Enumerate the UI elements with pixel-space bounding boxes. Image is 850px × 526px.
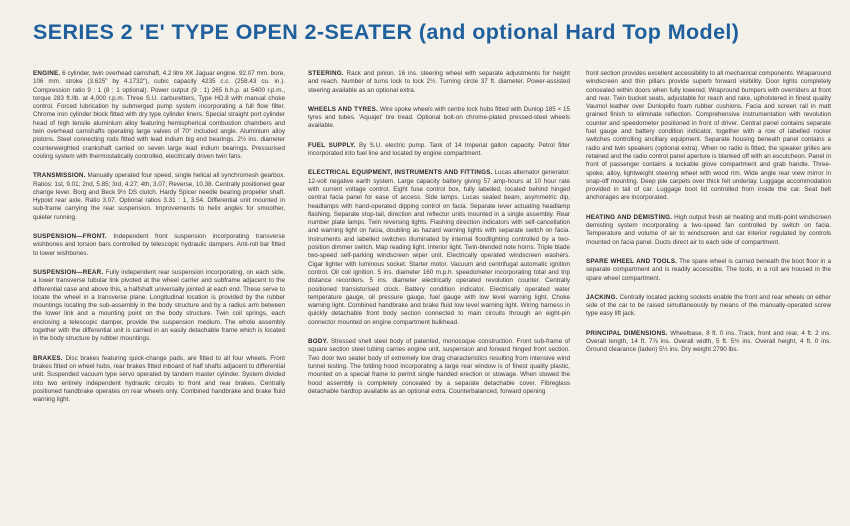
spec-heading: BODY. [308,338,329,346]
spec-text: 6 cylinder, twin overhead camshaft, 4.2 litre XK Jaguar engine. 92.07 mm. bore, 106 mm. stroke (3.625" by 4.1732"), cubic capacity 4235 c.c. (258.43 cu. in.). Compression ratio 9 : 1 (8 : 1 optional). Power output (9 : 1) 265 b.h.p. at 5400 r.p.m., torque 283 ft./lb. at 4,000 r.p.m. Three S.U. carburetters, Type HD.8 with manual choke control. Forced lubrication by submerged pump system incorporating a full flow filter. Chrome iron cylinder block fitted with dry type cylinder liners. Special straight port cylinder head of high tensile aluminium alloy featuring hemispherical combustion chambers and twin overhead camshafts operating large valves of 70° included angle. Aluminium alloy pistons. Steel connecting rods fitted with lead indium big end bearings. 2½ ins. diameter counterweighted crankshaft carried on seven large lead indium bearings. Pressurised cooling system with thermostatically controlled, electrically driven twin fans. [33,70,286,160]
spec-text: Centrally located jacking sockets enable the front and rear wheels on either side of the car to be raised simultaneously by means of the manually-operated screw type easy lift jack. [586,293,831,318]
spec-heading: STEERING. [308,70,344,77]
spec-column-2 [308,70,570,407]
spec-text: High output fresh air heating and multi-point windscreen demisting system incorporating a two-speed fan controlled by switch on facia. Temperature and volume of air to windscreen and car interior regulated by controls mounted on facia panel. Ducts direct air to each side of compartment. [586,213,831,246]
spec-brakes [33,355,285,405]
spec-text: Disc brakes featuring quick-change pads, are fitted to all four wheels. Front brakes fitted on wheel hubs, rear brakes fitted inboard of half shafts adjacent to differential unit. Suspended vacuum type servo operated by tandem master cylinder. System divided into two entirely independent hydraulic circuits to front and rear brakes. Centrally positioned handbrake operates on rear wheels only. Combined handbrake and brake fluid warning light. [33,354,285,404]
spec-text: Manually operated four speed, single helical all synchromesh gearbox. Ratios: 1st, 9.01; 2nd, 5.85; 3rd, 4.27; 4th, 3.07; Reverse, 10.38. Centrally positioned gear change lever. Borg and Beck 9½ DS clutch. Hardy Spicer needle bearing propeller shaft. Hypoid rear axle. Ratio 3.07. Optional ratios 3.31 : 1, 3.54. Differential unit mounted in sub-frame carrying the rear suspension. Improvements to helix angles for smoother, quieter running. [33,172,285,221]
spec-text: The spare wheel is carried beneath the boot floor in a separate compartment and is readily accessible. The tools, in a roll are housed in the spare wheel compartment. [586,257,831,282]
page-title: SERIES 2 'E' TYPE OPEN 2-SEATER (and optional Hard Top Model) [33,20,740,44]
spec-transmission [33,172,285,222]
spec-heading: HEATING AND DEMISTING. [586,213,673,221]
spec-column-1 [33,70,285,415]
spec-heading: SPARE WHEEL AND TOOLS. [586,257,678,265]
spec-text: Fully independent rear suspension incorporating, on each side, a lower transverse tubular link pivoted at the wheel carrier and subframe adjacent to the differential case and above this, a halfshaft universally jointed at each end. These serve to locate the wheel in a transverse plane. Longitudinal location is provided by the rubber mountings locating the sub-assembly in the body structure and by a radius arm between the lower link and a mounting point on the body structure. Twin coil springs, each enclosing a telescopic damper, provide the suspension medium. The whole assembly together with the differential unit is carried in an easily detachable frame which is located in the body structure by rubber mountings. [33,268,285,343]
spec-text: Wheelbase, 8 ft. 0 ins. Track, front and rear, 4 ft. 2 ins. Overall length, 14 ft. 7⅞ ins. Overall width, 5 ft. 5½ ins. Overall height, 4 ft. 0 ins. Ground clearance (laden) 5½ ins. Dry weight 2790 lbs. [586,329,832,354]
spec-dimensions [586,330,831,355]
spec-heading: PRINCIPAL DIMENSIONS. [586,329,668,337]
spec-heading: SUSPENSION—FRONT. [33,233,107,241]
spec-text: Lucas alternator generator. 12-volt negative earth system. Large capacity battery giving 57 amp-hours at 10 hour rate with current voltage control. Eight fuse control box, fully labelled, located behind hinged central facia panel for ease of access. Side lamps. Lucas sealed beam, asymmetric dip, headlamps with hand-operated dipping control on facia. Separate lever actuating headlamp flashing. Separate stop-tail, direction and reflector units mounted in a single assembly. Rear number plate lamps. Twin reversing lights. Flashing direction indicators with self-cancellation and warning light on facia, doubling as hazard warning lights with separate switch on facia. Instruments and labelled switches illuminated by internal floodlighting controlled by a two-position dimmer switch. Map reading light. Interior light. Twin-blended note horns. Triple blade two-speed self-parking windscreen wiper unit. Electrically operated windscreen washers. Cigar lighter with luminous socket. Starter motor. Vacuum and centrifugal automatic ignition control. Oil coil ignition. 5 ins. diameter 160 m.p.h. speedometer incorporating total and trip distance recorders. 5 ins. diameter electrically operated revolution counter. Centrally positioned transistorised clock. Battery condition indicator. Electrically operated water temperature gauge, oil pressure gauge, fuel gauge with low level warning light. Choke warning light. Combined handbrake and brake fluid low level warning light. Wiring harness in quickly detachable front body section connected to main circuits through an eight-pin connector mounted on engine compartment bulkhead. [308,169,571,326]
spec-heating-demisting [586,214,831,247]
spec-heading: BRAKES. [33,354,63,362]
spec-text: Stressed shell steel body of patented, monocoque construction. Front sub-frame of square section steel tubing carries engine unit, suspension and forward hinged front section. Two door two seater body of extremely low drag characteristics resulting from intensive wind tunnel testing. The folding hood incorporating a large rear window is of finest quality plastic, mounted on a special frame to permit single handed erection or stowage. When stowed the hood assembly is completely concealed by a separate detachable cover. Fibreglass detachable hardtop available as an optional extra. Counterbalanced, forward opening [308,338,571,395]
spec-body-continued [586,70,831,203]
spec-wheels-tyres [308,106,570,131]
spec-suspension-front [33,233,285,258]
spec-heading: JACKING. [586,293,618,301]
spec-text: Independent front suspension incorporating transverse wishbones and torsion bars controlled by telescopic hydraulic dampers. Anti-roll bar fitted to lower wishbones. [33,233,286,257]
spec-column-3 [586,70,831,366]
spec-fuel-supply [308,142,570,159]
spec-suspension-rear [33,269,285,344]
spec-steering [308,70,570,95]
spec-heading: ENGINE. [33,70,61,77]
spec-jacking [586,294,831,319]
spec-heading: TRANSMISSION. [33,172,86,180]
spec-heading: ELECTRICAL EQUIPMENT, INSTRUMENTS AND FITTINGS. [308,169,493,177]
spec-electrical [308,169,570,327]
spec-text: Rack and pinion. 16 ins. steering wheel with separate adjustments for height and reach. Number of turns lock to lock 2½. Turning circle 37 ft. diameter. Power-assisted steering available as an optional extra. [308,70,571,94]
spec-text: By S.U. electric pump. Tank of 14 Imperial gallon capacity. Petrol filter incorporated into fuel line and located by engine compartment. [308,141,570,158]
spec-heading: FUEL SUPPLY. [308,141,356,149]
spec-text: front section provides excellent accessibility to all mechanical components. Wraparound windscreen and thin pillars provide superb forward visibility. Door lights completely concealed within doors when fully lowered. Wrapround bumpers with overriders at front and rear. Twin bucket seats, adjustable for reach and rake, upholstered in finest quality Vaumol leather over Dunlopillo foam rubber cushions. Facia and screen rail in matt grained finish to eliminate reflection. Comprehensive instrumentation with revolution counter and speedometer positioned in front of driver. Central panel contains separate fuel gauge and battery condition indicator, together with a row of labelled rocker switches controlling ancillary equipment. Separate housing beneath panel contains a radio and twin speakers (optional extra). When no radio is fitted, the speaker grilles are retained and the radio control panel aperture is blanked off with an escutcheon. Panel in front of passenger contains a lockable glove compartment and grab handle. Three-spoke, alloy, lightweight steering wheel with wood rim. Wide angle rear view mirror in snap-off mounting. Deep pile carpets over thick felt underlay. Luggage accommodation provided in tail of car. Luggage boot lid controlled from inside the car. Seat belt anchorages are incorporated. [586,70,831,202]
spec-heading: SUSPENSION—REAR. [33,268,104,276]
spec-engine [33,70,285,161]
spec-text: Wire spoke wheels with centre lock hubs fitted with Dunlop 185 × 15 tyres and tubes. 'Aquajet' tire tread. Optional bolt-on chrome-plated pressed-steel wheels available. [308,105,570,130]
spec-body [308,338,570,396]
spec-spare-wheel [586,258,831,283]
spec-heading: WHEELS AND TYRES. [308,105,379,113]
